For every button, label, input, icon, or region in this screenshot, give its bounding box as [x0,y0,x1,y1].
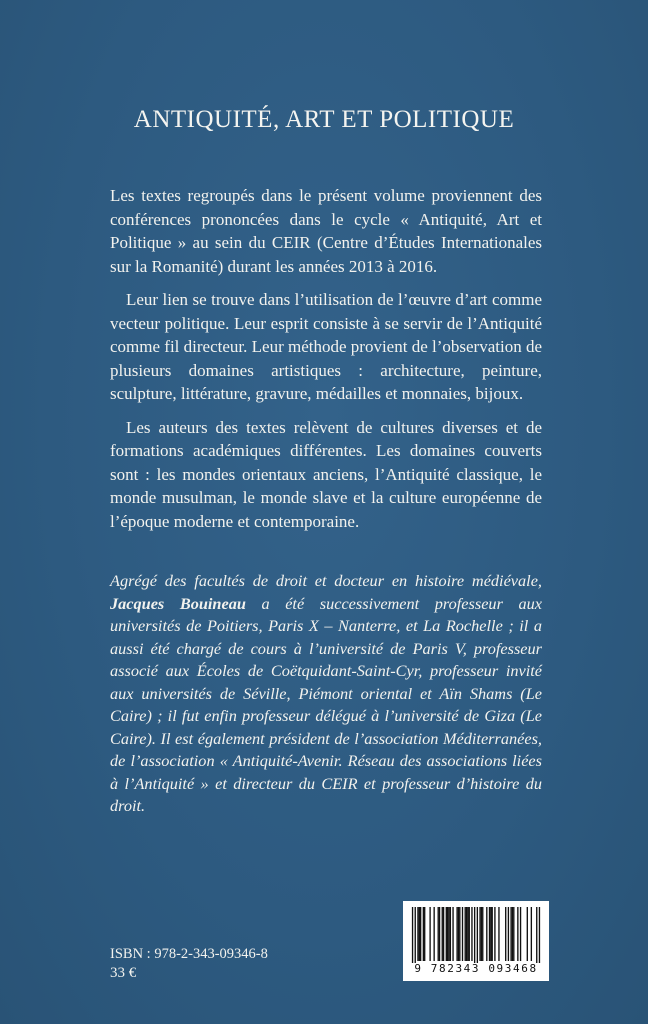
summary-paragraph: Leur lien se trouve dans l’utilisation de l’œuvre d’art comme vecteur politique. Leur esprit consiste à se servir de l’Antiquité comme fil directeur. Leur méthode provient de l’observation de plusieurs domaines artistiques : architecture, peinture, sculpture, littérature, gravure, médailles et monnaies, bijoux. [110,290,542,403]
barcode-bar [452,907,453,961]
barcode-bar [458,907,459,961]
barcode-bar [465,907,466,961]
barcode-bar [477,907,478,963]
barcode-bar [443,907,444,961]
barcode-bar [486,907,487,961]
barcode-bar [466,907,467,961]
author-bio [110,570,542,818]
barcode-bar [446,907,447,961]
barcode-bar [536,907,537,963]
barcode-bars [403,901,549,963]
barcode-bar [531,907,532,961]
barcode-bar [415,907,416,963]
barcode-bar [456,907,457,961]
barcode-bar [419,907,420,961]
price: 33 € [110,965,137,981]
barcode-bar [442,907,443,961]
barcode-bar [474,907,475,963]
book-summary [110,184,542,543]
barcode-bar [492,907,493,961]
barcode-bar [448,907,449,961]
author-name: Jacques Bouineau [110,593,246,613]
barcode-bar [417,907,418,961]
barcode-bar [490,907,491,961]
barcode-bar [429,907,430,961]
summary-paragraph: Les textes regroupés dans le présent volume proviennent des conférences prononcées dans le cycle « Antiquité, Art et Politique » au sein du CEIR (Centre d’Études Internationales sur la Romanité) durant les années 2013 à 2016. [110,186,542,276]
barcode-bar [520,907,521,961]
barcode-bar [489,907,490,961]
barcode-bar [412,907,413,963]
barcode-bar [447,907,448,961]
barcode-bar [512,907,513,961]
barcode-bar [467,907,468,961]
barcode-bar [462,907,463,961]
barcode-bar [420,907,421,961]
barcode-bar [469,907,470,961]
barcode-bar [498,907,499,961]
barcode-digits: 9 782343 093468 [414,962,538,975]
barcode-bar [459,907,460,961]
barcode-bar [513,907,514,961]
bio-lead: Agrégé des facultés de droit et docteur en histoire médiévale, [110,571,542,590]
barcode-bar [439,907,440,961]
barcode-bar [539,907,540,963]
barcode-bar [527,907,528,961]
barcode-bar [482,907,483,961]
barcode-bar [517,907,518,961]
book-title: ANTIQUITÉ, ART ET POLITIQUE [133,106,515,133]
barcode-bar [423,907,424,961]
barcode-bar [510,907,511,961]
barcode-bar [505,907,506,961]
summary-paragraph: Les auteurs des textes relèvent de cultures diverses et de formations académiques différentes. Les domaines couverts sont : les mondes orientaux anciens, l’Antiquité classique, le monde musulman, le monde slave et la culture européenne de l’époque moderne et contemporaine. [110,417,542,531]
bio-text: a été successivement professeur aux universités de Poitiers, Paris X – Nanterre, et La Rochelle ; il a aussi été chargé de cours à l’université de Paris V, professeur associé aux Écoles de Coëtquidant-Saint-Cyr, professeur invité aux universités de Séville, Piémont oriental et Aïn Shams (Le Caire) ; il fut enfin professeur délégué à l’université de Giza (Le Caire). Il est également président de l’association Méditerranées, de l’association « Antiquité-Avenir. Réseau des associations liées à l’Antiquité » et directeur du CEIR et professeur d’histoire du droit. [110,593,542,815]
barcode-bar [479,907,480,961]
barcode-bar [424,907,425,961]
barcode [403,901,549,981]
barcode-bar [508,907,509,961]
isbn: ISBN : 978-2-343-09346-8 [110,946,268,962]
barcode-bar [494,907,495,961]
barcode-bar [438,907,439,961]
barcode-bar [481,907,482,961]
barcode-bar [433,907,434,961]
barcode-bar [450,907,451,961]
barcode-bar [471,907,472,961]
